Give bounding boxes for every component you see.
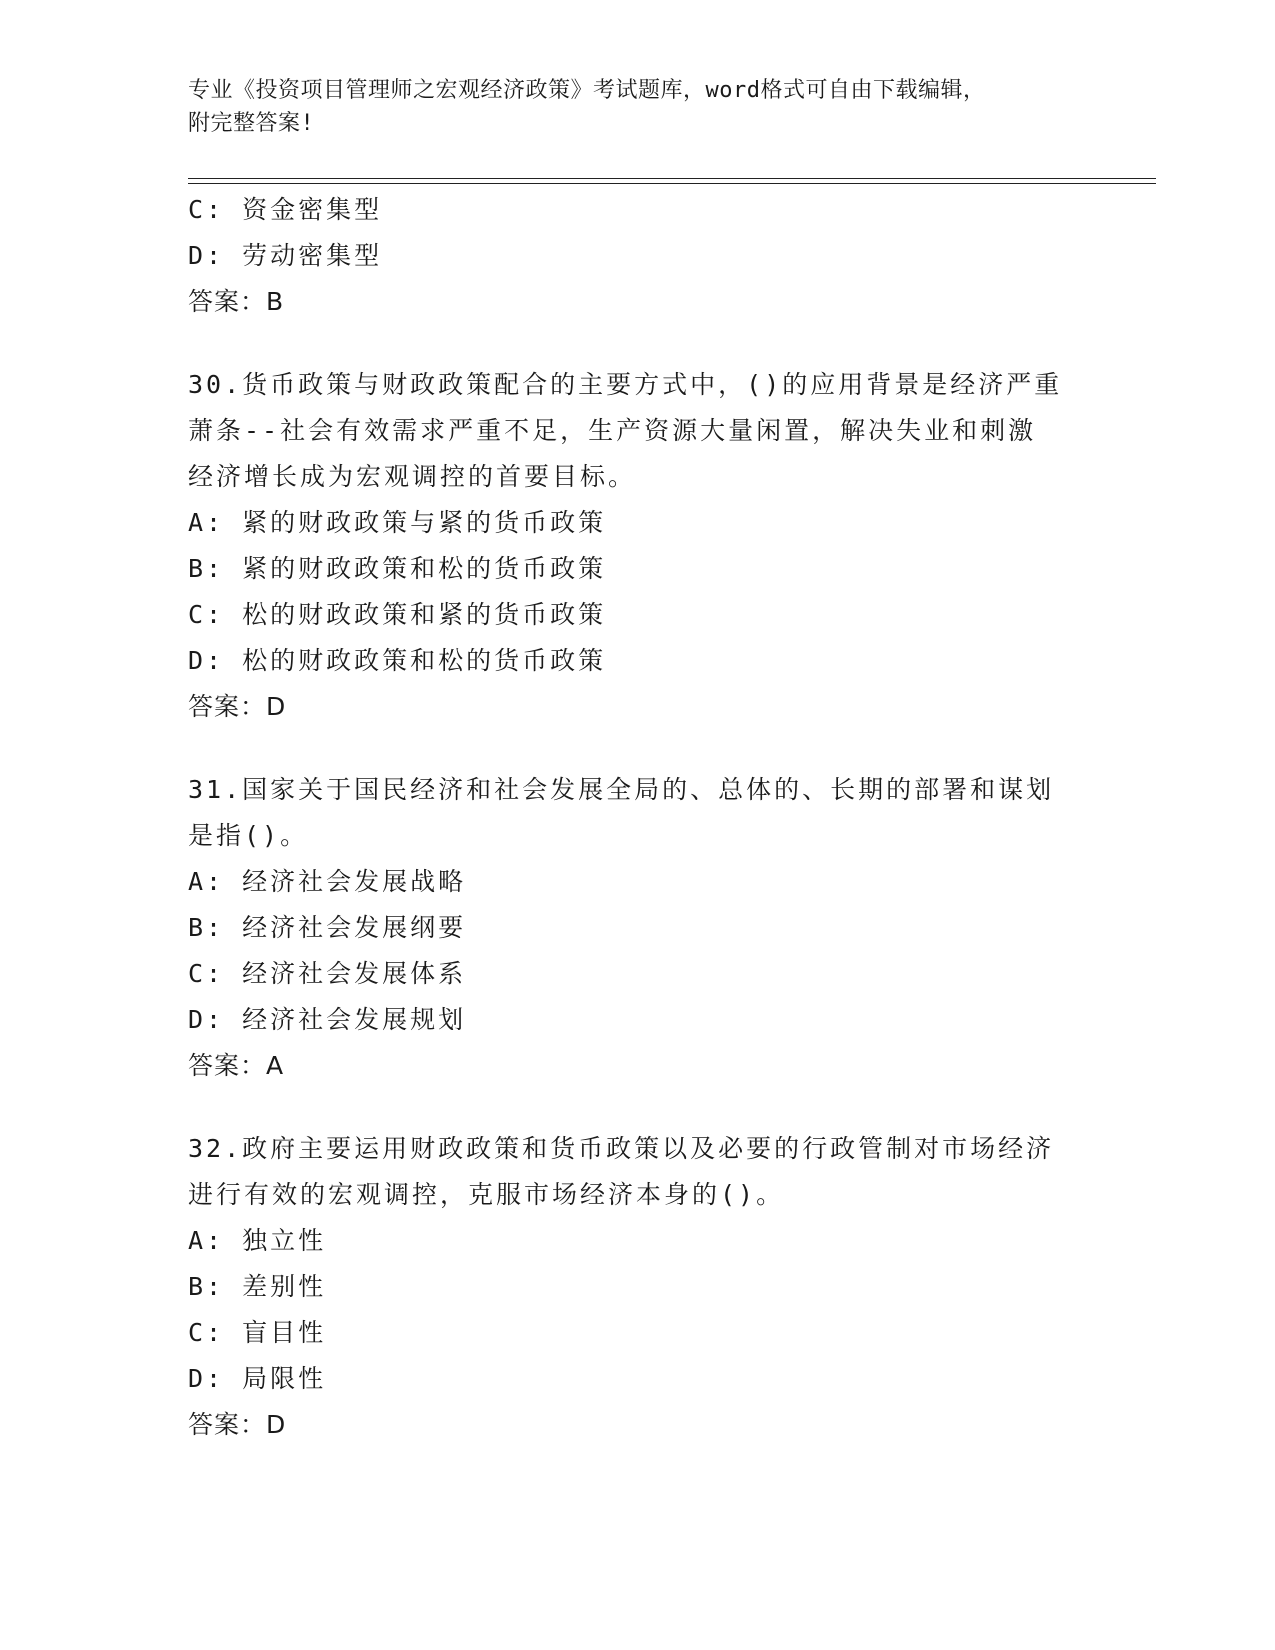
question-30: [188, 362, 1088, 730]
option-d: D: 劳动密集型: [188, 241, 383, 270]
question-text-line: 萧条--社会有效需求严重不足，生产资源大量闲置，解决失业和刺激: [188, 416, 1037, 445]
answer-label: 答案：A: [188, 1051, 285, 1080]
question-text-line: 经济增长成为宏观调控的首要目标。: [188, 462, 637, 491]
option-b: B: 紧的财政政策和松的货币政策: [188, 554, 607, 583]
option-d: D: 经济社会发展规划: [188, 1005, 467, 1034]
option-d: D: 局限性: [188, 1364, 327, 1393]
option-a: A: 紧的财政政策与紧的货币政策: [188, 508, 607, 537]
option-a: A: 独立性: [188, 1226, 327, 1255]
option-b: B: 经济社会发展纲要: [188, 913, 467, 942]
answer-label: 答案：D: [188, 1410, 287, 1439]
question-text-line: 31.国家关于国民经济和社会发展全局的、总体的、长期的部署和谋划: [188, 775, 1055, 804]
option-c: C: 资金密集型: [188, 195, 383, 224]
option-c: C: 经济社会发展体系: [188, 959, 467, 988]
question-32: [188, 1126, 1088, 1448]
header-line-2: 附完整答案!: [188, 111, 315, 136]
question-text-line: 是指()。: [188, 821, 309, 850]
option-c: C: 松的财政政策和紧的货币政策: [188, 600, 607, 629]
question-text-line: 30.货币政策与财政政策配合的主要方式中，()的应用背景是经济严重: [188, 370, 1063, 399]
page-header: [188, 74, 1088, 140]
option-d: D: 松的财政政策和松的货币政策: [188, 646, 607, 675]
header-line-1: 专业《投资项目管理师之宏观经济政策》考试题库，word格式可自由下载编辑，: [188, 78, 986, 103]
option-a: A: 经济社会发展战略: [188, 867, 467, 896]
answer-label: 答案：D: [188, 692, 287, 721]
answer-label: 答案：B: [188, 287, 285, 316]
question-text: [188, 362, 1088, 500]
option-c: C: 盲目性: [188, 1318, 327, 1347]
question-text-line: 32.政府主要运用财政政策和货币政策以及必要的行政管制对市场经济: [188, 1134, 1055, 1163]
question-text: [188, 1126, 1088, 1218]
partial-question-29: [188, 187, 1088, 325]
option-b: B: 差别性: [188, 1272, 327, 1301]
question-31: [188, 767, 1088, 1089]
question-list: [188, 187, 1088, 1448]
header-divider: [188, 178, 1156, 184]
question-text-line: 进行有效的宏观调控，克服市场经济本身的()。: [188, 1180, 785, 1209]
question-text: [188, 767, 1088, 859]
